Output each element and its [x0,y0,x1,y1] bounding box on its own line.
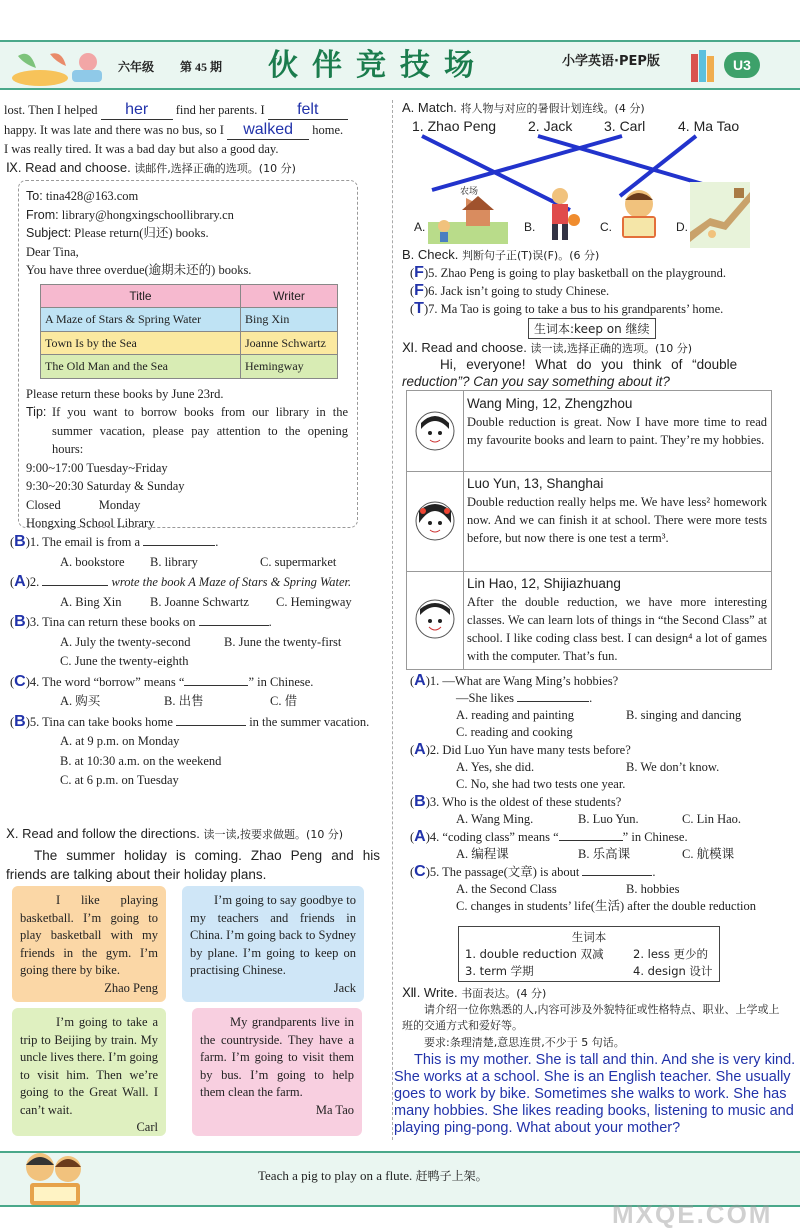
section-10a-heading [402,100,645,116]
kid-name: Lin Hao, 12, Shijiazhuang [467,576,621,591]
section-instruction: 读一读,按要求做题。(10 分) [203,828,344,841]
question-item: (A)4. “coding class” means “ ” in Chinese. A. 编程课 B. 乐高课 C. 航模课 [410,828,735,861]
question-item: (A)1. —What are Wang Ming’s hobbies? —She likes . A. reading and painting B. singing and dancing C. reading and cooking [410,672,790,741]
question-item: (B)1. The email is from a . A. bookstore B. library C. supermarket [10,532,382,572]
email-return-note: Please return these books by June 23rd. [26,386,224,401]
picture-label: A. [414,220,426,234]
opening-hours: 9:30~20:30 Saturday & Sunday [26,479,185,493]
match-name: 3. Carl [604,118,646,134]
header-illustration-icon [10,48,105,88]
kid-entry [467,575,767,665]
friend-card-carl [12,1008,166,1136]
kids-reading-icon [20,1147,90,1211]
section-title: Ⅹ. Read and follow the directions. [6,826,200,841]
section-instruction: 读邮件,选择正确的选项。(10 分) [134,162,296,175]
question-item: (A)2. Did Luo Yun have many tests before? A. Yes, she did. B. We don’t know. C. No, she had two tests one year. [410,741,790,793]
writing-prompt: 请介绍一位你熟悉的人,内容可涉及外貌特征或性格特点、职业、上学或上班的交通方式和爱好等。 [402,1003,780,1032]
table-row [41,355,338,379]
opening-hours: Monday [98,497,141,512]
passage-text: I was really tired. It was a bad day but also a good day. [4,142,279,156]
section-instruction: 判断句子正(T)误(F)。(6 分) [461,249,600,262]
option: B. library [150,554,198,569]
option: A. reading and painting [456,708,575,722]
passage-text: lost. Then I helped [4,103,98,117]
answer-blank: walked [227,120,309,140]
answer-mark: B [414,793,426,810]
section-10b-heading [402,247,599,263]
email-box [18,180,358,528]
kid-name: Luo Yun, 13, Shanghai [467,476,604,491]
option: C. No, she had two tests one year. [456,777,626,791]
answer-mark: A [414,741,426,758]
check-text: )7. Ma Tao is going to take a bus to his grandparents’ home. [423,302,724,316]
luo-yun-avatar-icon [415,501,455,541]
option: C. at 6 p.m. on Tuesday [60,773,179,787]
question-text: )4. “coding class” means “ [425,830,559,844]
email-subject: Please return(归还) books. [74,226,209,240]
picture-label: C. [600,220,612,234]
section-10-heading [6,826,343,842]
vocab-item: 4. design 设计 [633,964,713,978]
question-item: (B)3. Tina can return these books on . A. July the twenty-second B. June the twenty-first C. June the twenty-eighth [10,612,382,672]
question-text: . [215,535,219,549]
email-tip: If you want to borrow books from our library in the summer vacation, please pay attention to the opening hours: [52,405,348,456]
question-item: (B)5. Tina can take books home in the summer vacation. A. at 9 p.m. on Monday B. at 10:30 a.m. on the weekend C. at 6 p.m. on Tuesday [10,712,382,791]
friend-plan-text: My grandparents live in the countryside. They have a farm. I’m going to visit them by bus. I’m going to help them clean the farm. [200,1015,354,1099]
overdue-books-table [40,284,338,379]
wang-ming-avatar-icon [415,411,455,451]
question-text: )3. Tina can return these books on [25,615,196,629]
header-grade: 六年级 [118,60,155,74]
table-header: Writer [241,284,338,308]
email-from: library@hongxingschoollibrary.cn [61,207,234,222]
vocab-table [458,926,720,982]
passage-text: home. [312,123,344,137]
check-item: (F)6. Jack isn’t going to study Chinese. [410,282,610,299]
section-11-intro [402,356,778,390]
match-name: 1. Zhao Peng [412,118,497,134]
lin-hao-avatar-icon [415,599,455,639]
option: A. bookstore [60,554,125,569]
book-writer: Hemingway [241,355,338,379]
email-from-label: From: [26,207,59,222]
friend-plan-text: I’m going to take a trip to Beijing by train. My uncle lives there. I’m going to visit him. Then we’re going to the Great Wall. I can’t wait. [20,1015,158,1117]
section-title: Ⅻ. Write. [402,985,458,1000]
answer-mark: B [14,533,26,550]
option: B. singing and dancing [626,708,742,722]
question-text: . [652,865,656,879]
farm-picture-icon [428,192,508,244]
option: C. Lin Hao. [682,812,742,826]
vocab-item: 3. term 学期 [465,964,534,978]
match-pictures [402,182,792,252]
question-text: —She likes [456,691,514,705]
answer-mark: A [414,828,426,845]
kid-text: After the double reduction, we have more interesting classes. We can learn lots of things in “the Second Class” at school. I like coding class best. I can design⁴ a lot of games with the computer. That’s fun. [467,595,767,663]
proverb-cn: 赶鸭子上架。 [415,1169,488,1183]
section-title: A. Match. [402,100,457,115]
section-instruction: 书面表达。(4 分) [461,987,547,1000]
kid-name: Wang Ming, 12, Zhengzhou [467,396,633,411]
check-item: (F)5. Zhao Peng is going to play basketball on the playground. [410,264,726,281]
farm-label: 农场 [460,187,479,197]
intro-text: Hi, everyone! What do you think of “double [440,357,738,372]
page-header [0,0,800,96]
check-questions [410,264,790,318]
book-title: A Maze of Stars & Spring Water [41,308,241,332]
section-instruction: 读一读,选择正确的选项。(10 分) [530,342,693,355]
option: C. Hemingway [276,594,352,609]
book-writer: Joanne Schwartz [241,331,338,355]
picture-label: D. [676,220,688,234]
opening-hours: Closed [26,497,61,512]
option: C. June the twenty-eighth [60,654,189,668]
answer-mark: A [14,573,26,590]
email-subject-label: Subject: [26,226,72,240]
friend-name: Ma Tao [315,1102,354,1117]
option: B. 乐高课 [578,847,631,861]
friend-name: Zhao Peng [104,980,158,995]
question-text: )1. —What are Wang Ming’s hobbies? [425,674,619,688]
vocab-title: 生词本 [571,930,607,944]
section-11-questions [410,672,790,915]
option: B. We don’t know. [626,760,720,774]
table-row [41,308,338,332]
section-title: Ⅸ. Read and choose. [6,160,131,175]
vocab-box: 生词本:keep on 继续 [528,318,656,339]
answer-mark: B [14,712,26,730]
option: B. June the twenty-first [224,634,342,649]
picture-label: B. [524,220,536,234]
footer-proverb [258,1167,488,1184]
answer-mark: C [14,672,26,690]
check-text: )5. Zhao Peng is going to play basketball on the playground. [423,266,726,280]
section-12-heading [402,985,546,1001]
table-header: Title [41,284,241,308]
option: B. Luo Yun. [578,812,639,826]
option: A. Wang Ming. [456,812,534,826]
great-wall-picture-icon [690,182,750,248]
section-10-intro: The summer holiday is coming. Zhao Peng and his friends are talking about their holiday plans. [6,848,380,882]
email-to: tina428@163.com [45,189,139,203]
question-item: (C)4. The word “borrow” means “ ” in Chinese. A. 购买 B. 出售 C. 借 [10,672,382,712]
question-item: (A)2. wrote the book A Maze of Stars & Spring Water. A. Bing Xin B. Joanne Schwartz C. Hemingway [10,572,382,612]
question-text: )3. Who is the oldest of these students? [425,795,622,809]
option: C. 借 [270,694,298,708]
section-9-heading [6,160,296,176]
header-issue: 第 45 期 [180,60,223,74]
friend-card-ma-tao [192,1008,362,1136]
answer-mark: T [414,300,424,317]
friend-plan-text: I like playing basketball. I’m going to play basketball with my friends in the gym. I’m going there by bike. [20,893,158,977]
kid-entry [467,395,767,449]
answer-mark: A [414,672,426,689]
friend-plan-text: I’m going to say goodbye to my teachers and friends in China. I’m going back to Sydney by plane. I’m going to keep on practising Chinese. [190,893,356,977]
header-edition: 小学英语·PEP版 [562,54,660,69]
book-title: Town Is by the Sea [41,331,241,355]
question-text: )2. [25,575,40,589]
question-text: ” in Chinese. [248,674,314,689]
friend-name: Carl [136,1120,158,1134]
question-text: )4. The word “borrow” means “ [25,674,185,689]
answer-blank: felt [268,100,348,120]
page-footer [0,1143,800,1231]
option: A. 编程课 [456,847,509,861]
option: A. 购买 [60,694,101,708]
match-name: 4. Ma Tao [678,118,740,134]
question-text: )5. The passage(文章) is about [425,865,580,879]
book-title: The Old Man and the Sea [41,355,241,379]
kid-text: Double reduction is great. Now I have more time to read my favourite books and learn to paint. They’re my hobbies. [467,415,767,447]
book-writer: Bing Xin [241,308,338,332]
passage-text: find her parents. I [175,103,265,117]
answer-mark: F [414,264,424,281]
email-greeting: Dear Tina, [26,244,79,259]
question-text: )2. Did Luo Yun have many tests before? [425,743,631,757]
question-text: )5. Tina can take books home [25,714,173,729]
option: C. supermarket [260,554,337,569]
check-text: )6. Jack isn’t going to study Chinese. [423,284,610,298]
section-9-questions [10,532,382,791]
option: B. Joanne Schwartz [150,594,249,609]
kid-text: Double reduction really helps me. We have less² homework now. And we can finish it at school. There were more tests before, but now there is one test a term³. [467,495,767,545]
kid-entry [467,475,767,547]
section-title: B. Check. [402,247,459,262]
writing-answer: This is my mother. She is tall and thin. And she is very kind. She works at a school. She is an English teacher. She usually goes to work by bike. Sometimes she walks to work. She has many hobbies. She likes reading books, listening to music and playing ping-pong. What about your mother? [394,1052,796,1136]
option: B. 出售 [164,694,204,708]
question-text: ” in Chinese. [622,830,688,844]
passage-text: happy. It was late and there was no bus, so I [4,123,224,137]
email-signature: Hongxing School Library [26,516,155,530]
friend-card-jack [182,886,364,1002]
option: A. at 9 p.m. on Monday [60,734,180,748]
question-text: in the summer vacation. [249,714,370,729]
email-intro: You have three overdue(逾期未还的) books. [26,263,252,277]
section-title: Ⅺ. Read and choose. [402,340,527,355]
intro-text: reduction”? Can you say something about it? [402,374,670,389]
option: A. Bing Xin [60,594,122,609]
answer-mark: B [14,613,26,630]
page-title: 伙伴竞技场 [268,48,488,83]
proverb-text: Teach a pig to play on a flute. [258,1168,413,1183]
reading-picture-icon [614,186,664,246]
option: A. the Second Class [456,882,557,896]
answer-blank: her [101,100,173,120]
option: C. 航模课 [682,847,735,861]
books-icon [690,48,720,84]
question-item: (C)5. The passage(文章) is about . A. the Second Class B. hobbies C. changes in students’ life(生活) after the double reduction [410,863,790,915]
question-item: (B)3. Who is the oldest of these students? A. Wang Ming. B. Luo Yun. C. Lin Hao. [410,793,742,826]
passage-end [4,100,384,159]
question-text: . [268,615,272,629]
opening-hours: 9:00~17:00 Tuesday~Friday [26,460,168,475]
table-row [41,331,338,355]
friend-name: Jack [333,980,356,995]
watermark: MXQE.COM [612,1199,773,1229]
email-to-label: To: [26,189,43,203]
vocab-item: 2. less 更少的 [633,947,709,961]
friend-card-zhao-peng [12,886,166,1002]
match-name: 2. Jack [528,118,573,134]
vocab-item: 1. double reduction 双减 [465,947,604,961]
section-11-heading [402,340,692,356]
question-text: )1. The email is from a [25,535,141,549]
answer-mark: F [414,282,424,299]
option: A. Yes, she did. [456,760,535,774]
question-text: wrote the book A Maze of Stars & Spring Water. [111,575,352,589]
option: C. changes in students’ life(生活) after the double reduction [456,899,757,913]
writing-requirement: 要求:条理清楚,意思连贯,不少于 5 句话。 [424,1036,625,1049]
column-divider [392,100,393,1140]
basketball-picture-icon [538,186,582,244]
kids-opinion-panel [406,390,772,670]
email-tip-label: Tip: [26,405,47,419]
page-badge: U3 [724,52,760,78]
option: B. at 10:30 a.m. on the weekend [60,753,222,768]
option: C. reading and cooking [456,725,573,739]
section-instruction: 将人物与对应的暑假计划连线。(4 分) [460,102,645,115]
answer-mark: C [414,863,426,880]
option: A. July the twenty-second [60,634,191,649]
check-item: (T)7. Ma Tao is going to take a bus to his grandparents’ home. [410,300,724,317]
option: B. hobbies [626,882,680,896]
